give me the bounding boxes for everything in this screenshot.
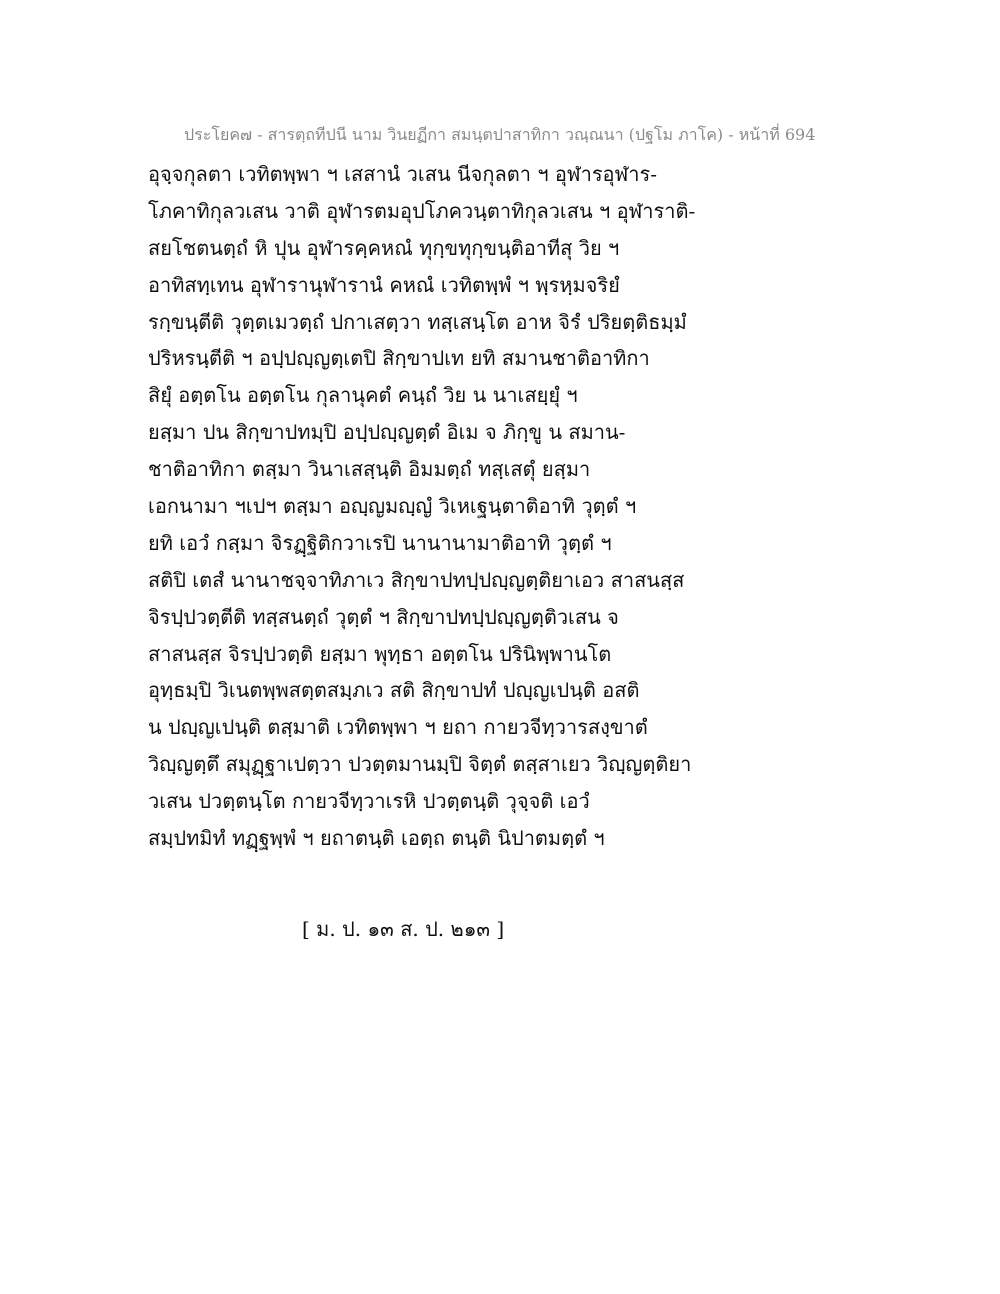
text-line: โภคาทิกุลวเสน วาติ อุฬารตมอุปโภควนฺตาทิกุลวเสน ฯ อุฬาราติ- <box>148 198 696 223</box>
text-line: ชาติอาทิกา ตสฺมา วินาเสสฺนฺติ อิมมตฺถํ ทสฺเสตุํ ยสฺมา <box>148 457 591 482</box>
text-line: ยสฺมา ปน สิกฺขาปทมฺปิ อปฺปญฺญตฺตํ อิเม จ ภิกฺขู น สมาน- <box>148 420 626 445</box>
page-reference: [ ม. ป. ๑๓ ส. ป. ๒๑๓ ] <box>302 917 505 941</box>
text-line: น ปญฺญเปนฺติ ตสฺมาติ เวทิตพฺพา ฯ ยถา กายวจีทฺวารสงฺขาตํ <box>148 715 648 740</box>
text-line: ยทิ เอวํ กสฺมา จิรฏฺฐิติกวาเรปิ นานานามาติอาทิ วุตฺตํ ฯ <box>148 530 612 555</box>
text-line: รกฺขนฺตีติ วุตฺตเมวตฺถํ ปกาเสตฺวา ทสฺเสนฺโต อาห จิรํ ปริยตฺติธมฺมํ <box>148 309 687 334</box>
text-line: อุทฺธมฺปิ วิเนตพฺพสตฺตสมฺภเว สติ สิกฺขาปทํ ปญฺญเปนฺติ อสติ <box>148 678 640 703</box>
text-line: สมฺปทมิทํ ทฏฺฐพฺพํ ฯ ยถาตนฺติ เอตฺถ ตนฺติ นิปาตมตฺตํ ฯ <box>148 826 605 851</box>
text-line: สาสนสฺส จิรปฺปวตฺติ ยสฺมา พุทฺธา อตฺตโน ปรินิพฺพานโต <box>148 641 612 666</box>
text-line: ปริหรนฺตีติ ฯ อปฺปญฺญตฺเตปิ สิกฺขาปเท ยทิ สมานชาติอาทิกา <box>148 346 650 371</box>
text-line: สติปิ เตสํ นานาชจฺจาทิภาเว สิกฺขาปทปฺปญฺญตฺติยาเอว สาสนสฺส <box>148 567 685 592</box>
text-line: วเสน ปวตฺตนฺโต กายวจีทฺวาเรหิ ปวตฺตนฺติ วุจฺจติ เอวํ <box>148 789 590 814</box>
text-line: อาทิสทฺเทน อุฬารานุฬารานํ คหณํ เวทิตพฺพํ ฯ พฺรหฺมจริยํ <box>148 272 620 297</box>
text-line: สิยุํ อตฺตโน อตฺตโน กุลานุคตํ คนฺถํ วิย น นาเสยฺยุํ ฯ <box>148 383 578 408</box>
text-line: วิญฺญตฺตึ สมุฏฺฐาเปตฺวา ปวตฺตมานมฺปิ จิตฺตํ ตสฺสาเยว วิญฺญตฺติยา <box>148 752 692 777</box>
running-header: ประโยค๗ - สารตฺถทีปนี นาม วินยฏีกา สมนฺตปาสาทิกา วณฺณนา (ปฐโม ภาโค) - หน้าที่ 694 <box>184 125 816 144</box>
text-line: จิรปฺปวตฺตีติ ทสฺสนตฺถํ วุตฺตํ ฯ สิกฺขาปทปฺปญฺญตฺติวเสน จ <box>148 604 619 629</box>
text-line: อุจฺจกุลตา เวทิตพฺพา ฯ เสสานํ วเสน นีจกุลตา ฯ อุฬารอุฬาร- <box>148 162 657 186</box>
body-text <box>148 156 848 857</box>
text-line: สยโชตนตฺถํ หิ ปุน อุฬารคฺคหณํ ทุกฺขทุกฺขนฺติอาทีสุ วิย ฯ <box>148 235 620 260</box>
text-line: เอกนามา ฯเปฯ ตสฺมา อญฺญมญฺญํ วิเหเฐนฺตาติอาทิ วุตฺตํ ฯ <box>148 494 637 519</box>
